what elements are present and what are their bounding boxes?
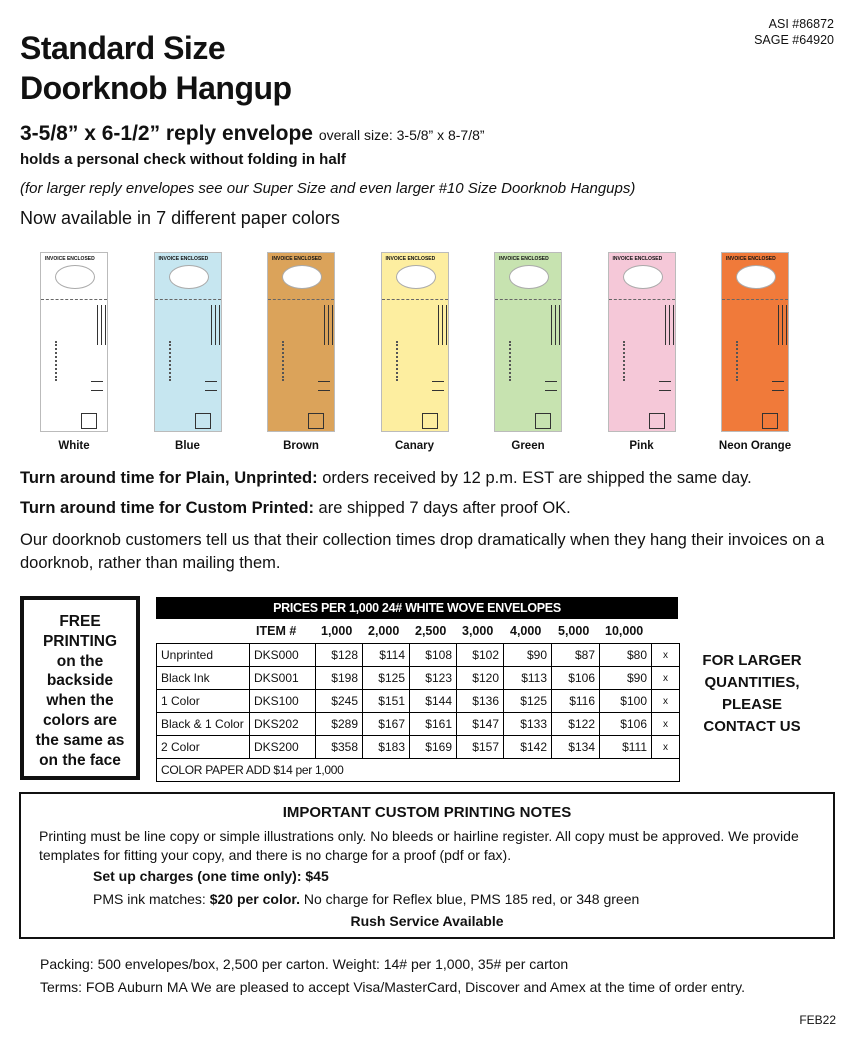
envelope-color-row [40,252,830,456]
postal-bar [438,305,439,345]
collection-paragraph: Our doorknob customers tell us that their collection times drop dramatically when they hang their invoices on a doorknob, rather than mailing them. [20,531,825,572]
price-cell: $167 [363,713,410,736]
postal-bar [446,305,447,345]
address-block [509,341,529,381]
price-table [156,643,680,782]
envelope-image [494,252,562,432]
row-mark: x [652,713,680,736]
price-cell: $142 [504,736,552,759]
hanger-hole [55,265,95,289]
postal-bar [215,305,216,345]
row-mark: x [652,644,680,667]
quantity-column-header: 10,000 [605,624,644,638]
color-paper-note: COLOR PAPER ADD $14 per 1,000 [157,759,680,782]
fim-stripes [772,381,784,391]
turnaround-custom [20,497,571,520]
hanger-hole [169,265,209,289]
envelope-color-label: Brown [283,440,319,452]
product-name: Black & 1 Color [157,713,250,736]
product-name: Unprinted [157,644,250,667]
price-cell: $161 [410,713,457,736]
postal-bar [665,305,666,345]
free-printing-line: the same as [35,731,125,749]
title-line-1: Standard Size [20,30,226,66]
price-cell: $134 [552,736,600,759]
free-printing-box [20,596,140,780]
price-row [157,736,680,759]
pms-ink-matches [93,891,639,907]
price-cell: $245 [316,690,363,713]
quantity-column-header: 2,000 [368,624,400,638]
item-column-header: ITEM # [256,624,297,638]
larger-quantities-line: PLEASE [721,696,782,713]
envelope-swatch [28,252,120,452]
price-cell: $100 [600,690,652,713]
postal-bar [669,305,670,345]
address-block [623,341,643,381]
price-cell: $136 [457,690,504,713]
price-cell: $102 [457,644,504,667]
postal-bar [442,305,443,345]
price-cell: $113 [504,667,552,690]
larger-quantities-line: FOR LARGER [702,652,802,669]
rush-service: Rush Service Available [350,913,504,929]
postage-box [535,413,551,429]
postal-bar [105,305,106,345]
address-block [396,341,416,381]
pms-note: No charge for Reflex blue, PMS 185 red, or 348 green [299,891,640,907]
postal-bar [786,305,787,345]
postal-bar [101,305,102,345]
price-cell: $169 [410,736,457,759]
row-mark: x [652,690,680,713]
envelope-color-label: White [58,440,90,452]
postal-bar [559,305,560,345]
address-block [282,341,302,381]
perforation-line [268,299,334,300]
price-table-header: PRICES PER 1,000 24# WHITE WOVE ENVELOPES [156,597,678,619]
terms-info: Terms: FOB Auburn MA We are pleased to accept Visa/MasterCard, Discover and Amex at the time of order entry. [40,979,745,995]
price-cell: $90 [504,644,552,667]
free-printing-line: PRINTING [42,632,118,650]
row-mark: x [652,736,680,759]
price-cell: $80 [600,644,652,667]
postage-box [762,413,778,429]
postage-box [649,413,665,429]
perforation-line [609,299,675,300]
address-block [169,341,189,381]
fim-stripes [318,381,330,391]
envelope-size-main: 3-5/8” x 6-1/2” reply envelope [20,122,313,145]
price-cell: $151 [363,690,410,713]
invoice-enclosed-text: INVOICE ENCLOSED [272,256,322,262]
price-row [157,667,680,690]
invoice-enclosed-text: INVOICE ENCLOSED [726,256,776,262]
price-cell: $125 [504,690,552,713]
free-printing-line: FREE [59,613,101,630]
notes-body: Printing must be line copy or simple illustrations only. No bleeds or hairline register. All copy must be approved. We provide templates for fitting your copy, and there is no charge for a proof (pdf or fax). [39,828,799,863]
price-cell: $128 [316,644,363,667]
free-printing-line: colors are [42,711,118,729]
envelope-color-label: Green [511,440,545,452]
item-number: DKS100 [250,690,316,713]
turnaround-plain [20,467,752,490]
fim-stripes [205,381,217,391]
hanger-hole [396,265,436,289]
turnaround-plain-text: orders received by 12 p.m. EST are shipped the same day. [317,469,752,487]
price-cell: $183 [363,736,410,759]
notes-title: IMPORTANT CUSTOM PRINTING NOTES [282,804,572,821]
invoice-enclosed-text: INVOICE ENCLOSED [45,256,95,262]
turnaround-custom-label: Turn around time for Custom Printed: [20,499,314,517]
envelope-swatch [142,252,234,452]
envelope-image [608,252,676,432]
invoice-enclosed-text: INVOICE ENCLOSED [499,256,549,262]
setup-charges: Set up charges (one time only): $45 [93,868,329,884]
colors-available: Now available in 7 different paper colors [20,208,340,228]
fim-stripes [659,381,671,391]
hanger-hole [623,265,663,289]
envelope-swatch [709,252,801,452]
page-title [20,28,292,108]
envelope-image [267,252,335,432]
turnaround-custom-text: are shipped 7 days after proof OK. [313,499,571,517]
fim-stripes [432,381,444,391]
price-row [157,644,680,667]
larger-quantities-line: CONTACT US [703,718,801,735]
larger-quantities-line: QUANTITIES, [704,674,800,691]
quantity-column-header: 1,000 [321,624,353,638]
postal-bar [211,305,212,345]
postal-bar [782,305,783,345]
address-block [736,341,756,381]
postal-bar [97,305,98,345]
item-number: DKS001 [250,667,316,690]
item-number: DKS200 [250,736,316,759]
pms-label: PMS ink matches: [93,891,210,907]
perforation-line [41,299,107,300]
catalog-codes [754,16,834,48]
larger-quantities-note [692,650,812,738]
row-mark: x [652,667,680,690]
address-block [55,341,75,381]
free-printing-line: when the [46,692,114,710]
product-name: 1 Color [157,690,250,713]
postage-box [422,413,438,429]
postal-bar [332,305,333,345]
price-cell: $90 [600,667,652,690]
postal-bar [778,305,779,345]
price-cell: $108 [410,644,457,667]
envelope-size [20,122,485,146]
sage-number: SAGE #64920 [754,33,834,47]
quantity-column-header: 2,500 [415,624,447,638]
date-code: FEB22 [799,1013,836,1027]
price-cell: $133 [504,713,552,736]
envelope-swatch [482,252,574,452]
free-printing-line: backside [46,672,114,690]
holds-check-note: holds a personal check without folding in half [20,151,346,168]
quantity-column-header: 5,000 [558,624,590,638]
item-number: DKS000 [250,644,316,667]
title-line-2: Doorknob Hangup [20,70,292,106]
postal-bar [219,305,220,345]
overall-size: overall size: 3-5/8” x 8-7/8” [318,127,485,143]
envelope-image [154,252,222,432]
larger-envelopes-note: (for larger reply envelopes see our Super Size and even larger #10 Size Doorknob Hangups) [20,180,636,197]
envelope-color-label: Pink [629,440,654,452]
price-cell: $114 [363,644,410,667]
price-cell: $111 [600,736,652,759]
postal-bar [555,305,556,345]
price-cell: $198 [316,667,363,690]
envelope-color-label: Canary [395,440,434,452]
price-cell: $125 [363,667,410,690]
price-cell: $87 [552,644,600,667]
product-name: 2 Color [157,736,250,759]
price-cell: $106 [552,667,600,690]
envelope-image [381,252,449,432]
envelope-swatch [255,252,347,452]
postal-bar [551,305,552,345]
price-row [157,690,680,713]
envelope-swatch [369,252,461,452]
envelope-color-label: Blue [175,440,200,452]
price-cell: $358 [316,736,363,759]
postage-box [195,413,211,429]
price-cell: $147 [457,713,504,736]
perforation-line [155,299,221,300]
price-cell: $123 [410,667,457,690]
price-cell: $157 [457,736,504,759]
postage-box [81,413,97,429]
hanger-hole [509,265,549,289]
price-cell: $122 [552,713,600,736]
postal-bar [328,305,329,345]
asi-number: ASI #86872 [768,17,834,31]
postal-bar [324,305,325,345]
price-row [157,713,680,736]
hanger-hole [282,265,322,289]
price-cell: $106 [600,713,652,736]
product-name: Black Ink [157,667,250,690]
price-cell: $289 [316,713,363,736]
pms-price: $20 per color. [209,891,300,907]
postal-bar [673,305,674,345]
envelope-swatch [596,252,688,452]
item-number: DKS202 [250,713,316,736]
hanger-hole [736,265,776,289]
price-cell: $116 [552,690,600,713]
invoice-enclosed-text: INVOICE ENCLOSED [385,256,436,262]
free-printing-line: on the [56,652,104,670]
turnaround-plain-label: Turn around time for Plain, Unprinted: [20,469,318,487]
perforation-line [722,299,788,300]
quantity-column-header: 4,000 [510,624,542,638]
fim-stripes [545,381,557,391]
custom-printing-notes [19,792,835,939]
price-cell: $120 [457,667,504,690]
packing-info: Packing: 500 envelopes/box, 2,500 per carton. Weight: 14# per 1,000, 35# per carton [40,956,569,972]
invoice-enclosed-text: INVOICE ENCLOSED [158,256,209,262]
postage-box [308,413,324,429]
envelope-color-label: Neon Orange [718,440,792,452]
envelope-image [721,252,789,432]
invoice-enclosed-text: INVOICE ENCLOSED [612,256,663,262]
fim-stripes [91,381,103,391]
price-cell: $144 [410,690,457,713]
envelope-image [40,252,108,432]
perforation-line [382,299,448,300]
free-printing-line: on the face [39,751,121,769]
color-paper-row [157,759,680,782]
perforation-line [495,299,561,300]
quantity-column-header: 3,000 [462,624,494,638]
